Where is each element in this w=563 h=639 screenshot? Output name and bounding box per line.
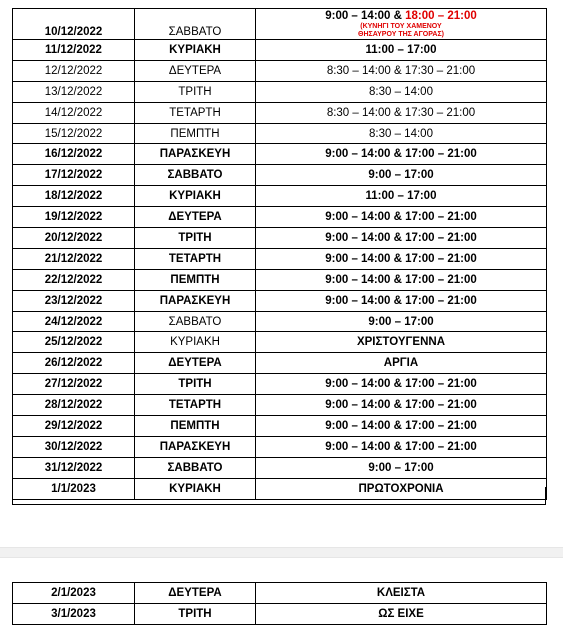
date-cell: 16/12/2022 bbox=[13, 144, 135, 165]
date-cell: 1/1/2023 bbox=[13, 478, 135, 499]
hours-cell: 9:00 – 14:00 & 17:00 – 21:00 bbox=[256, 416, 547, 437]
hours-cell: 9:00 – 17:00 bbox=[256, 457, 547, 478]
hours-cell bbox=[256, 9, 547, 40]
table-row bbox=[13, 353, 547, 374]
table-row bbox=[13, 332, 547, 353]
hours-cell: ΧΡΙΣΤΟΥΓΕΝΝΑ bbox=[256, 332, 547, 353]
date-cell: 24/12/2022 bbox=[13, 311, 135, 332]
date-cell: 22/12/2022 bbox=[13, 269, 135, 290]
hours-cell: 9:00 – 17:00 bbox=[256, 165, 547, 186]
day-cell: ΚΥΡΙΑΚΗ bbox=[135, 186, 256, 207]
date-cell: 2/1/2023 bbox=[13, 583, 135, 604]
date-cell: 31/12/2022 bbox=[13, 457, 135, 478]
day-cell: ΤΡΙΤΗ bbox=[135, 603, 256, 624]
table-row bbox=[13, 583, 547, 604]
date-cell: 15/12/2022 bbox=[13, 123, 135, 144]
hours-cell: ΠΡΩΤΟΧΡΟΝΙΑ bbox=[256, 478, 547, 499]
table-row bbox=[13, 374, 547, 395]
table-bottom-spacer bbox=[12, 487, 546, 505]
day-cell: ΤΕΤΑΡΤΗ bbox=[135, 248, 256, 269]
date-cell: 12/12/2022 bbox=[13, 60, 135, 81]
day-cell: ΤΕΤΑΡΤΗ bbox=[135, 395, 256, 416]
table-row bbox=[13, 207, 547, 228]
hours-cell: 9:00 – 14:00 & 17:00 – 21:00 bbox=[256, 436, 547, 457]
hours-part1: 9:00 – 14:00 & bbox=[325, 10, 402, 22]
hours-cell: ΚΛΕΙΣΤΑ bbox=[256, 583, 547, 604]
date-cell: 28/12/2022 bbox=[13, 395, 135, 416]
schedule-table-2 bbox=[12, 582, 547, 625]
table-row bbox=[13, 436, 547, 457]
date-cell: 20/12/2022 bbox=[13, 228, 135, 249]
table-row bbox=[13, 603, 547, 624]
hours-cell: 9:00 – 17:00 bbox=[256, 311, 547, 332]
date-cell: 11/12/2022 bbox=[13, 40, 135, 61]
date-cell: 25/12/2022 bbox=[13, 332, 135, 353]
day-cell: ΠΕΜΠΤΗ bbox=[135, 123, 256, 144]
date-cell: 10/12/2022 bbox=[13, 9, 135, 40]
day-cell: ΠΑΡΑΣΚΕΥΗ bbox=[135, 290, 256, 311]
date-cell: 29/12/2022 bbox=[13, 416, 135, 437]
day-cell: ΠΑΡΑΣΚΕΥΗ bbox=[135, 144, 256, 165]
date-cell: 13/12/2022 bbox=[13, 81, 135, 102]
day-cell: ΣΑΒΒΑΤΟ bbox=[135, 311, 256, 332]
hours-cell: 8:30 – 14:00 bbox=[256, 123, 547, 144]
table-row bbox=[13, 165, 547, 186]
hours-cell: 8:30 – 14:00 & 17:30 – 21:00 bbox=[256, 102, 547, 123]
schedule-table bbox=[12, 8, 547, 500]
day-cell: ΤΡΙΤΗ bbox=[135, 374, 256, 395]
table-row bbox=[13, 395, 547, 416]
table-row bbox=[13, 60, 547, 81]
day-cell: ΣΑΒΒΑΤΟ bbox=[135, 165, 256, 186]
day-cell: ΠΕΜΠΤΗ bbox=[135, 269, 256, 290]
hours-cell: 11:00 – 17:00 bbox=[256, 186, 547, 207]
date-cell: 18/12/2022 bbox=[13, 186, 135, 207]
hours-cell: 9:00 – 14:00 & 17:00 – 21:00 bbox=[256, 207, 547, 228]
hours-cell: 9:00 – 14:00 & 17:00 – 21:00 bbox=[256, 228, 547, 249]
date-cell: 30/12/2022 bbox=[13, 436, 135, 457]
date-cell: 26/12/2022 bbox=[13, 353, 135, 374]
day-cell: ΔΕΥΤΕΡΑ bbox=[135, 207, 256, 228]
day-cell: ΤΡΙΤΗ bbox=[135, 81, 256, 102]
hours-cell: ΑΡΓΙΑ bbox=[256, 353, 547, 374]
day-cell: ΣΑΒΒΑΤΟ bbox=[135, 9, 256, 40]
day-cell: ΤΡΙΤΗ bbox=[135, 228, 256, 249]
table-row bbox=[13, 81, 547, 102]
day-cell: ΚΥΡΙΑΚΗ bbox=[135, 40, 256, 61]
hours-cell: 9:00 – 14:00 & 17:00 – 21:00 bbox=[256, 269, 547, 290]
table-row bbox=[13, 290, 547, 311]
table-row bbox=[13, 248, 547, 269]
date-cell: 17/12/2022 bbox=[13, 165, 135, 186]
day-cell: ΔΕΥΤΕΡΑ bbox=[135, 353, 256, 374]
table-row bbox=[13, 457, 547, 478]
date-cell: 21/12/2022 bbox=[13, 248, 135, 269]
hours-cell: 8:30 – 14:00 bbox=[256, 81, 547, 102]
day-cell: ΔΕΥΤΕΡΑ bbox=[135, 583, 256, 604]
date-cell: 19/12/2022 bbox=[13, 207, 135, 228]
hours-cell: 11:00 – 17:00 bbox=[256, 40, 547, 61]
table-row bbox=[13, 144, 547, 165]
date-cell: 14/12/2022 bbox=[13, 102, 135, 123]
table-row bbox=[13, 416, 547, 437]
day-cell: ΣΑΒΒΑΤΟ bbox=[135, 457, 256, 478]
table-row bbox=[13, 269, 547, 290]
hours-cell: 9:00 – 14:00 & 17:00 – 21:00 bbox=[256, 395, 547, 416]
table-row bbox=[13, 9, 547, 40]
table-row bbox=[13, 40, 547, 61]
day-cell: ΚΥΡΙΑΚΗ bbox=[135, 478, 256, 499]
date-cell: 23/12/2022 bbox=[13, 290, 135, 311]
hours-cell: 8:30 – 14:00 & 17:30 – 21:00 bbox=[256, 60, 547, 81]
day-cell: ΤΕΤΑΡΤΗ bbox=[135, 102, 256, 123]
hours-cell: 9:00 – 14:00 & 17:00 – 21:00 bbox=[256, 248, 547, 269]
day-cell: ΚΥΡΙΑΚΗ bbox=[135, 332, 256, 353]
day-cell: ΠΕΜΠΤΗ bbox=[135, 416, 256, 437]
page-break bbox=[0, 547, 563, 558]
event-note-line1: (ΚΥΝΗΓΙ ΤΟΥ ΧΑΜΕΝΟΥ bbox=[360, 23, 442, 30]
day-cell: ΔΕΥΤΕΡΑ bbox=[135, 60, 256, 81]
date-cell: 3/1/2023 bbox=[13, 603, 135, 624]
table-row bbox=[13, 123, 547, 144]
table-row bbox=[13, 102, 547, 123]
hours-part2-highlight: 18:00 – 21:00 bbox=[405, 10, 477, 22]
hours-cell: 9:00 – 14:00 & 17:00 – 21:00 bbox=[256, 144, 547, 165]
table-row bbox=[13, 311, 547, 332]
date-cell: 27/12/2022 bbox=[13, 374, 135, 395]
hours-cell: 9:00 – 14:00 & 17:00 – 21:00 bbox=[256, 290, 547, 311]
hours-line bbox=[256, 9, 546, 23]
day-cell: ΠΑΡΑΣΚΕΥΗ bbox=[135, 436, 256, 457]
event-note-line2: ΘΗΣΑΥΡΟΥ ΤΗΣ ΑΓΟΡΑΣ) bbox=[358, 31, 444, 38]
hours-cell: ΩΣ ΕΙΧΕ bbox=[256, 603, 547, 624]
table-row bbox=[13, 186, 547, 207]
table-row bbox=[13, 228, 547, 249]
hours-cell: 9:00 – 14:00 & 17:00 – 21:00 bbox=[256, 374, 547, 395]
